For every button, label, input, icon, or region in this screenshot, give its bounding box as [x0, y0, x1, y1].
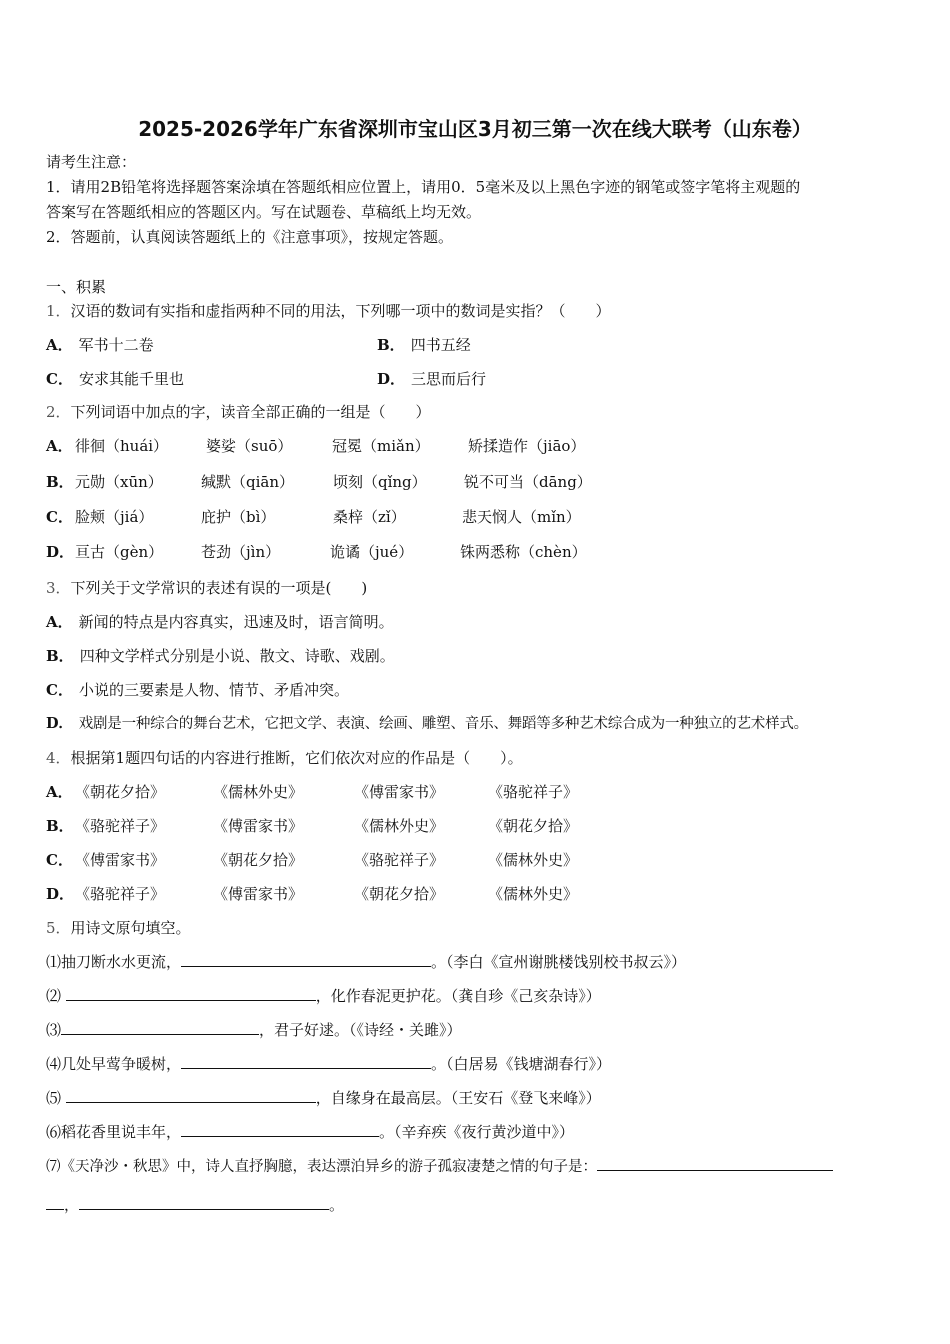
- question-stem: 用诗文原句填空。: [70, 919, 191, 937]
- question-number: 5．: [46, 919, 71, 937]
- section-heading: 一、积累: [46, 278, 107, 296]
- item-prefix: ⑷几处早莺争暖树，: [46, 1055, 182, 1073]
- notice-line-1b: 答案写在答题纸相应的答题区内。写在试题卷、草稿纸上均无效。: [46, 203, 482, 221]
- option-label: C．: [46, 851, 73, 869]
- question-number: 3．: [46, 579, 71, 597]
- q2-option-a[interactable]: [46, 436, 79, 456]
- question-5: [46, 918, 191, 938]
- answer-blank[interactable]: [66, 986, 316, 1001]
- question-stem: 下列词语中加点的字，读音全部正确的一组是（ ）: [70, 403, 431, 421]
- q4-option-a[interactable]: [46, 782, 79, 802]
- notice-line-2: 2．答题前，认真阅读答题纸上的《注意事项》，按规定答题。: [46, 228, 454, 246]
- question-number: 4．: [46, 749, 71, 767]
- q2-b-word-1: 元勋（xūn）: [75, 473, 163, 491]
- answer-blank[interactable]: [66, 1088, 316, 1103]
- q4-option-c[interactable]: [46, 850, 79, 870]
- question-3: [46, 578, 367, 598]
- question-2: [46, 402, 431, 422]
- item-suffix: 。（辛弃疾《夜行黄沙道中》）: [379, 1123, 575, 1141]
- q5-item-2: [46, 986, 601, 1006]
- q4-c-work-3: 《骆驼祥子》: [354, 851, 445, 869]
- item-suffix: ，自缘身在最高层。（王安石《登飞来峰》）: [315, 1089, 601, 1107]
- q2-b-word-2: 缄默（qiān）: [201, 473, 295, 491]
- q4-a-work-1: 《朝花夕拾》: [75, 783, 166, 801]
- page-title: 2025-2026学年广东省深圳市宝山区3月初三第一次在线大联考（山东卷）: [138, 117, 812, 141]
- q3-option-c[interactable]: [46, 680, 349, 700]
- q2-d-word-3: 诡谲（jué）: [330, 543, 414, 561]
- q5-item-5: [46, 1088, 601, 1108]
- q3-option-a[interactable]: [46, 612, 394, 632]
- option-label: C．: [46, 508, 73, 526]
- item-prefix: ⑴抽刀断水水更流，: [46, 953, 182, 971]
- q4-c-work-4: 《儒林外史》: [488, 851, 579, 869]
- q3-option-b[interactable]: [46, 646, 395, 666]
- question-number: 2．: [46, 403, 71, 421]
- answer-blank[interactable]: [181, 1054, 431, 1069]
- q4-a-work-2: 《儒林外史》: [213, 783, 304, 801]
- q2-a-word-1: 徘徊（huái）: [75, 437, 169, 455]
- item-prefix: ⑶: [46, 1021, 62, 1039]
- item-suffix: 。（白居易《钱塘湖春行》）: [431, 1055, 612, 1073]
- answer-blank[interactable]: [46, 1195, 64, 1210]
- item-suffix: ，化作春泥更护花。（龚自珍《己亥杂诗》）: [315, 987, 601, 1005]
- item-suffix: 。（李白《宣州谢朓楼饯别校书叔云》）: [431, 953, 687, 971]
- option-label: A．: [46, 437, 73, 455]
- option-text: 四书五经: [410, 336, 471, 354]
- q4-d-work-2: 《傅雷家书》: [213, 885, 304, 903]
- option-label: C．: [46, 370, 73, 388]
- option-label: D．: [377, 370, 406, 388]
- option-label: A．: [46, 613, 73, 631]
- option-label: D．: [46, 885, 75, 903]
- q5-item-1: [46, 952, 686, 972]
- question-stem: 根据第1题四句话的内容进行推断，它们依次对应的作品是（ ）。: [70, 749, 523, 767]
- q3-option-d[interactable]: [46, 714, 808, 734]
- q2-c-word-1: 脸颊（jiá）: [75, 508, 154, 526]
- option-text: 军书十二卷: [78, 336, 154, 354]
- q2-d-word-2: 苍劲（jìn）: [201, 543, 281, 561]
- q4-c-work-2: 《朝花夕拾》: [213, 851, 304, 869]
- q2-d-word-1: 亘古（gèn）: [75, 543, 164, 561]
- q4-b-work-1: 《骆驼祥子》: [75, 817, 166, 835]
- item-prefix: ⑹稻花香里说丰年，: [46, 1123, 182, 1141]
- q4-d-work-4: 《儒林外史》: [488, 885, 579, 903]
- answer-blank[interactable]: [597, 1156, 833, 1171]
- question-4: [46, 748, 523, 768]
- option-text: 新闻的特点是内容真实，迅速及时，语言简明。: [78, 613, 394, 631]
- question-number: 1．: [46, 302, 71, 320]
- q5-item-6: [46, 1122, 574, 1142]
- answer-blank[interactable]: [181, 1122, 379, 1137]
- q2-c-word-4: 悲天悯人（mǐn）: [462, 508, 581, 526]
- q2-c-word-2: 庇护（bì）: [201, 508, 276, 526]
- option-label: A．: [46, 783, 73, 801]
- q5-item-3: [46, 1020, 462, 1040]
- item-end: 。: [329, 1196, 345, 1214]
- answer-blank[interactable]: [61, 1020, 259, 1035]
- q1-option-c[interactable]: [46, 369, 184, 389]
- q1-option-d[interactable]: [377, 369, 486, 389]
- option-label: B．: [46, 647, 74, 665]
- notice-heading: 请考生注意：: [46, 153, 137, 171]
- option-text: 三思而后行: [411, 370, 487, 388]
- option-label: A．: [46, 336, 73, 354]
- option-text: 四种文学样式分别是小说、散文、诗歌、戏剧。: [79, 647, 395, 665]
- option-label: D．: [46, 543, 75, 561]
- option-label: C．: [46, 681, 73, 699]
- q2-option-c[interactable]: [46, 507, 79, 527]
- q4-a-work-3: 《傅雷家书》: [354, 783, 445, 801]
- item-separator: ，: [64, 1196, 80, 1214]
- q2-a-word-3: 冠冕（miǎn）: [332, 437, 430, 455]
- q4-d-work-3: 《朝花夕拾》: [354, 885, 445, 903]
- item-prefix: ⑸: [46, 1089, 66, 1107]
- answer-blank[interactable]: [181, 952, 431, 967]
- answer-blank[interactable]: [79, 1195, 329, 1210]
- option-text: 小说的三要素是人物、情节、矛盾冲突。: [78, 681, 349, 699]
- question-1: [46, 301, 611, 321]
- q4-b-work-2: 《傅雷家书》: [213, 817, 304, 835]
- q2-c-word-3: 桑梓（zǐ）: [333, 508, 406, 526]
- q2-b-word-4: 锐不可当（dāng）: [464, 473, 592, 491]
- q1-option-b[interactable]: [377, 335, 471, 355]
- q4-b-work-3: 《儒林外史》: [354, 817, 445, 835]
- option-label: B．: [46, 473, 74, 491]
- q5-item-7-continued: [46, 1195, 344, 1215]
- q4-b-work-4: 《朝花夕拾》: [488, 817, 579, 835]
- q2-b-word-3: 顷刻（qǐng）: [333, 473, 427, 491]
- notice-line-1a: 1．请用2B铅笔将选择题答案涂填在答题纸相应位置上，请用0．5毫米及以上黑色字迹的钢笔或签字笔将主观题的: [46, 178, 801, 196]
- question-stem: 下列关于文学常识的表述有误的一项是( ): [70, 579, 368, 597]
- q1-option-a[interactable]: [46, 335, 154, 355]
- q5-item-4: [46, 1054, 611, 1074]
- option-label: D．: [46, 715, 73, 732]
- q2-a-word-4: 矫揉造作（jiāo）: [468, 437, 586, 455]
- item-prefix: ⑺《天净沙・秋思》中，诗人直抒胸臆，表达漂泊异乡的游子孤寂凄楚之情的句子是：: [46, 1159, 597, 1175]
- option-text: 戏剧是一种综合的舞台艺术，它把文学、表演、绘画、雕塑、音乐、舞蹈等多种艺术综合成为一种独立的艺术样式。: [78, 716, 808, 732]
- q4-c-work-1: 《傅雷家书》: [75, 851, 166, 869]
- q2-a-word-2: 婆娑（suō）: [206, 437, 293, 455]
- option-label: B．: [377, 336, 405, 354]
- question-stem: 汉语的数词有实指和虚指两种不同的用法，下列哪一项中的数词是实指？（ ）: [70, 302, 611, 320]
- item-suffix: ，君子好逑。（《诗经・关雎》）: [259, 1021, 462, 1039]
- q4-a-work-4: 《骆驼祥子》: [488, 783, 579, 801]
- q5-item-7: [46, 1156, 833, 1177]
- q2-d-word-4: 铢两悉称（chèn）: [460, 543, 587, 561]
- option-text: 安求其能千里也: [78, 370, 184, 388]
- q4-d-work-1: 《骆驼祥子》: [75, 885, 166, 903]
- option-label: B．: [46, 817, 74, 835]
- item-prefix: ⑵: [46, 987, 66, 1005]
